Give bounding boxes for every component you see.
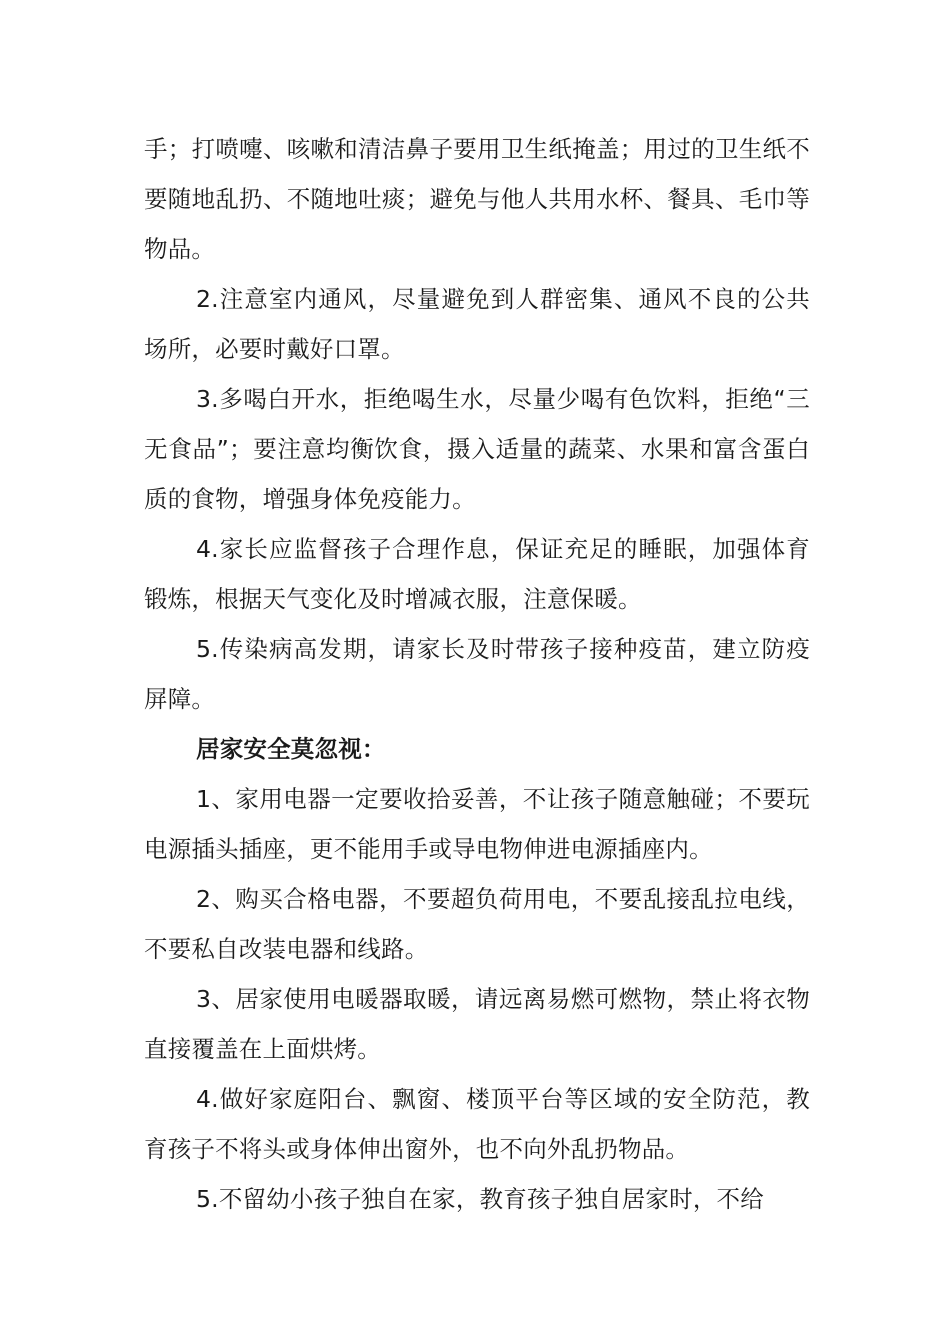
paragraph-heater: 3、居家使用电暖器取暖，请远离易燃可燃物，禁止将衣物直接覆盖在上面烘烤。: [144, 985, 810, 1063]
section-heading-home-safety: 居家安全莫忽视：: [196, 735, 386, 763]
document-page: [144, 124, 810, 1224]
paragraph-appliances: 1、家用电器一定要收拾妥善，不让孩子随意触碰；不要玩电源插头插座，更不能用手或导电物伸进电源插座内。: [144, 785, 810, 863]
paragraph-hygiene-continued: 手；打喷嚏、咳嗽和清洁鼻子要用卫生纸掩盖；用过的卫生纸不要随地乱扔、不随地吐痰；避免与他人共用水杯、餐具、毛巾等物品。: [144, 135, 810, 263]
paragraph-electricity: 2、购买合格电器，不要超负荷用电，不要乱接乱拉电线，不要私自改装电器和线路。: [144, 885, 810, 963]
paragraph-balcony: 4.做好家庭阳台、飘窗、楼顶平台等区域的安全防范，教育孩子不将头或身体伸出窗外，也不向外乱扔物品。: [144, 1085, 810, 1163]
paragraph-ventilation: 2.注意室内通风，尽量避免到人群密集、通风不良的公共场所，必要时戴好口罩。: [144, 285, 810, 363]
paragraph-vaccine: 5.传染病高发期，请家长及时带孩子接种疫苗，建立防疫屏障。: [144, 635, 810, 713]
paragraph-diet: 3.多喝白开水，拒绝喝生水，尽量少喝有色饮料，拒绝“三无食品”；要注意均衡饮食，摄入适量的蔬菜、水果和富含蛋白质的食物，增强身体免疫能力。: [144, 385, 810, 513]
paragraph-rest: 4.家长应监督孩子合理作息，保证充足的睡眠，加强体育锻炼，根据天气变化及时增减衣服，注意保暖。: [144, 535, 810, 613]
paragraph-alone-at-home: 5.不留幼小孩子独自在家，教育孩子独自居家时，不给: [196, 1185, 764, 1213]
